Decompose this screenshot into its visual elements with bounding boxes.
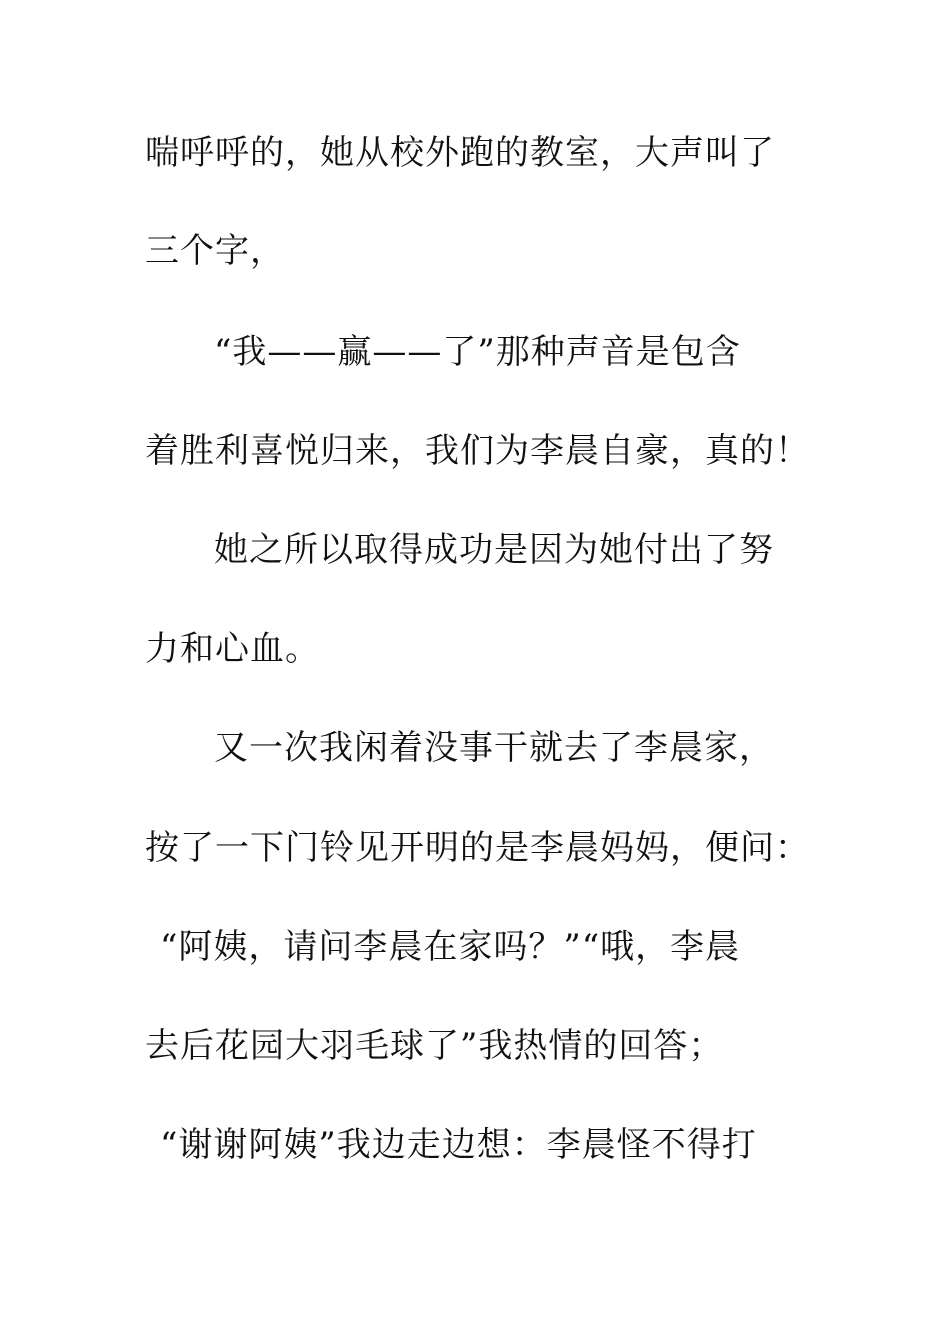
text-line-4: 着胜利喜悦归来，我们为李晨自豪，真的！ <box>145 431 810 471</box>
text-line-5: 她之所以取得成功是因为她付出了努 <box>214 530 774 570</box>
text-line-1: 喘呼呼的，她从校外跑的教室，大声叫了 <box>145 133 775 173</box>
text-line-8: 按了一下门铃见开明的是李晨妈妈，便问： <box>145 828 810 868</box>
text-line-7: 又一次我闲着没事干就去了李晨家， <box>214 728 774 768</box>
text-line-11: “谢谢阿姨”我边走边想：李晨怪不得打 <box>160 1125 757 1165</box>
text-line-6: 力和心血。 <box>145 629 320 669</box>
text-line-10: 去后花园大羽毛球了”我热情的回答； <box>145 1026 724 1066</box>
text-line-2: 三个字， <box>145 231 285 271</box>
text-line-9: “阿姨，请问李晨在家吗？”“哦，李晨 <box>160 927 741 967</box>
text-line-3: “我——赢——了”那种声音是包含 <box>214 332 741 372</box>
